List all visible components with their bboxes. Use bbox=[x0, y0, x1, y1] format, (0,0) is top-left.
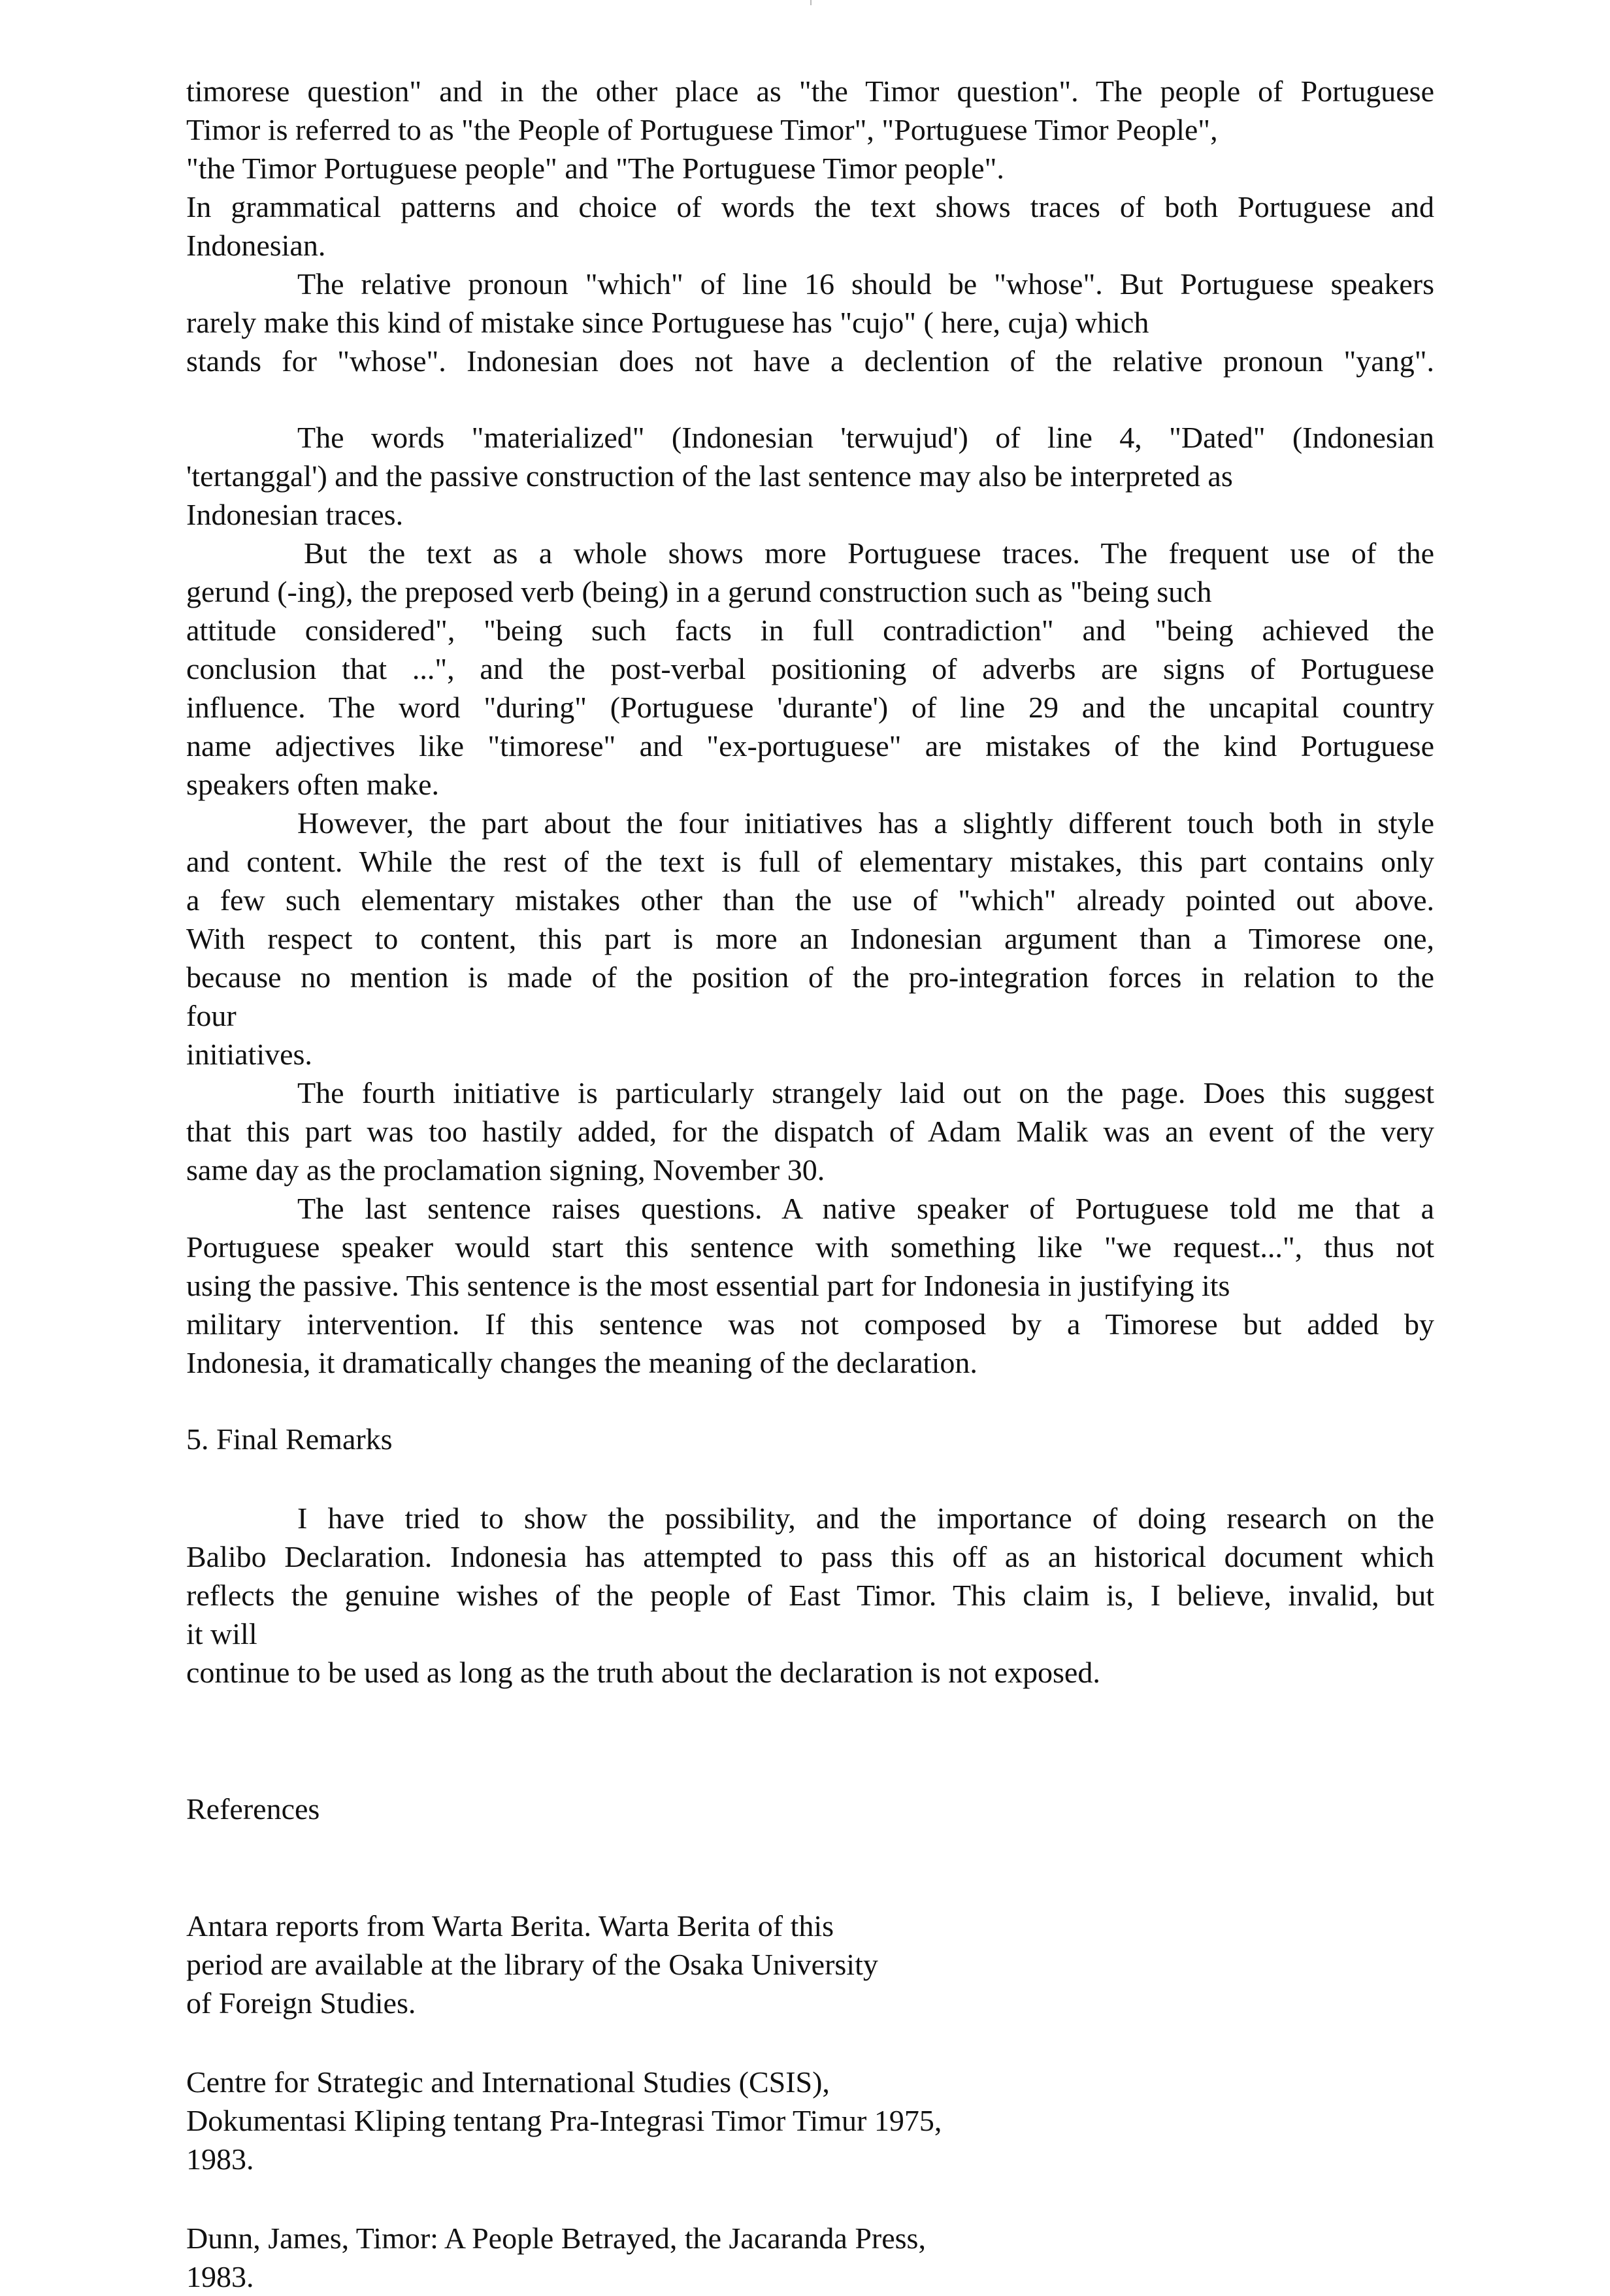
text-line: Dokumentasi Kliping tentang Pra-Integrasi Timor Timur 1975, bbox=[186, 2104, 942, 2137]
paragraph-fourth-initiative bbox=[186, 1074, 1434, 1189]
body-text bbox=[186, 72, 1434, 2296]
text-line: stands for "whose". Indonesian does not have a declention of the relative pronoun "yang". bbox=[186, 344, 1434, 378]
text-line: because no mention is made of the position of the pro-integration forces in relation to the bbox=[186, 960, 1434, 994]
paragraph-indonesian-words bbox=[186, 418, 1434, 534]
text-line: it will bbox=[186, 1617, 257, 1650]
text-line: of Foreign Studies. bbox=[186, 1986, 416, 2020]
text-line: With respect to content, this part is more an Indonesian argument than a Timorese one, bbox=[186, 922, 1434, 955]
text-line: Balibo Declaration. Indonesia has attempted to pass this off as an historical document which bbox=[186, 1540, 1434, 1573]
references-heading: References bbox=[186, 1792, 320, 1826]
text-line: 1983. bbox=[186, 2142, 254, 2176]
text-line: 1983. bbox=[186, 2260, 254, 2293]
text-line: a few such elementary mistakes other than the use of "which" already pointed out above. bbox=[186, 883, 1434, 917]
text-line: The fourth initiative is particularly strangely laid out on the page. Does this suggest bbox=[297, 1076, 1434, 1109]
text-line: military intervention. If this sentence was not composed by a Timorese but added by bbox=[186, 1307, 1434, 1341]
text-line: Dunn, James, Timor: A People Betrayed, the Jacaranda Press, bbox=[186, 2222, 926, 2255]
text-line: attitude considered", "being such facts in full contradiction" and "being achieved the bbox=[186, 614, 1434, 647]
text-line: 'tertanggal') and the passive construction of the last sentence may also be interpreted as bbox=[186, 459, 1233, 493]
text-line: But the text as a whole shows more Portuguese traces. The frequent use of the bbox=[304, 536, 1434, 570]
reference-entry bbox=[186, 1907, 1434, 2022]
scan-mark bbox=[810, 0, 812, 5]
text-line: timorese question" and in the other place as "the Timor question". The people of Portuguese bbox=[186, 74, 1434, 108]
text-line: rarely make this kind of mistake since Portuguese has "cujo" ( here, cuja) which bbox=[186, 306, 1149, 339]
text-line: Indonesian. bbox=[186, 229, 326, 262]
paragraph-intro bbox=[186, 72, 1434, 265]
text-line: using the passive. This sentence is the most essential part for Indonesia in justifying its bbox=[186, 1269, 1230, 1302]
text-line: name adjectives like "timorese" and "ex-portuguese" are mistakes of the kind Portuguese bbox=[186, 729, 1434, 763]
text-line: reflects the genuine wishes of the people of East Timor. This claim is, I believe, invalid, but bbox=[186, 1579, 1434, 1612]
text-line: continue to be used as long as the truth about the declaration is not exposed. bbox=[186, 1656, 1100, 1689]
text-line: I have tried to show the possibility, and the importance of doing research on the bbox=[297, 1501, 1434, 1535]
text-line: that this part was too hastily added, for the dispatch of Adam Malik was an event of the very bbox=[186, 1115, 1434, 1148]
text-line: speakers often make. bbox=[186, 768, 440, 801]
paragraph-four-initiatives bbox=[186, 804, 1434, 1074]
text-line: period are available at the library of the Osaka University bbox=[186, 1948, 878, 1981]
paragraph-last-sentence bbox=[186, 1189, 1434, 1382]
text-line: The words "materialized" (Indonesian 'terwujud') of line 4, "Dated" (Indonesian bbox=[297, 421, 1434, 454]
paragraph-relative-pronoun bbox=[186, 265, 1434, 380]
text-line: initiatives. bbox=[186, 1038, 312, 1071]
text-line: influence. The word "during" (Portuguese 'durante') of line 29 and the uncapital country bbox=[186, 691, 1434, 724]
text-line: gerund (-ing), the preposed verb (being) in a gerund construction such as "being such bbox=[186, 575, 1212, 608]
text-line: and content. While the rest of the text is full of elementary mistakes, this part contains only bbox=[186, 845, 1434, 878]
text-line: Centre for Strategic and International Studies (CSIS), bbox=[186, 2065, 830, 2099]
text-line: Indonesia, it dramatically changes the meaning of the declaration. bbox=[186, 1346, 978, 1379]
text-line: four bbox=[186, 999, 237, 1032]
section-heading: 5. Final Remarks bbox=[186, 1422, 393, 1456]
text-line: The relative pronoun "which" of line 16 should be "whose". But Portuguese speakers bbox=[297, 267, 1434, 301]
paragraph-final-remarks bbox=[186, 1499, 1434, 1692]
text-line: The last sentence raises questions. A native speaker of Portuguese told me that a bbox=[297, 1192, 1434, 1225]
text-line: "the Timor Portuguese people" and "The Portuguese Timor people". bbox=[186, 152, 1004, 185]
text-line: Portuguese speaker would start this sentence with something like "we request...", thus not bbox=[186, 1230, 1434, 1264]
reference-entry bbox=[186, 2219, 1434, 2296]
text-line: same day as the proclamation signing, November 30. bbox=[186, 1153, 825, 1187]
text-line: Timor is referred to as "the People of Portuguese Timor", "Portuguese Timor People", bbox=[186, 113, 1218, 146]
text-line: conclusion that ...", and the post-verbal positioning of adverbs are signs of Portuguese bbox=[186, 652, 1434, 685]
text-line: Indonesian traces. bbox=[186, 498, 404, 531]
text-line: Antara reports from Warta Berita. Warta Berita of this bbox=[186, 1909, 834, 1943]
paragraph-portuguese-traces bbox=[186, 534, 1434, 804]
reference-entry bbox=[186, 2063, 1434, 2178]
text-line: However, the part about the four initiatives has a slightly different touch both in style bbox=[297, 806, 1434, 840]
text-line: In grammatical patterns and choice of words the text shows traces of both Portuguese and bbox=[186, 190, 1434, 223]
